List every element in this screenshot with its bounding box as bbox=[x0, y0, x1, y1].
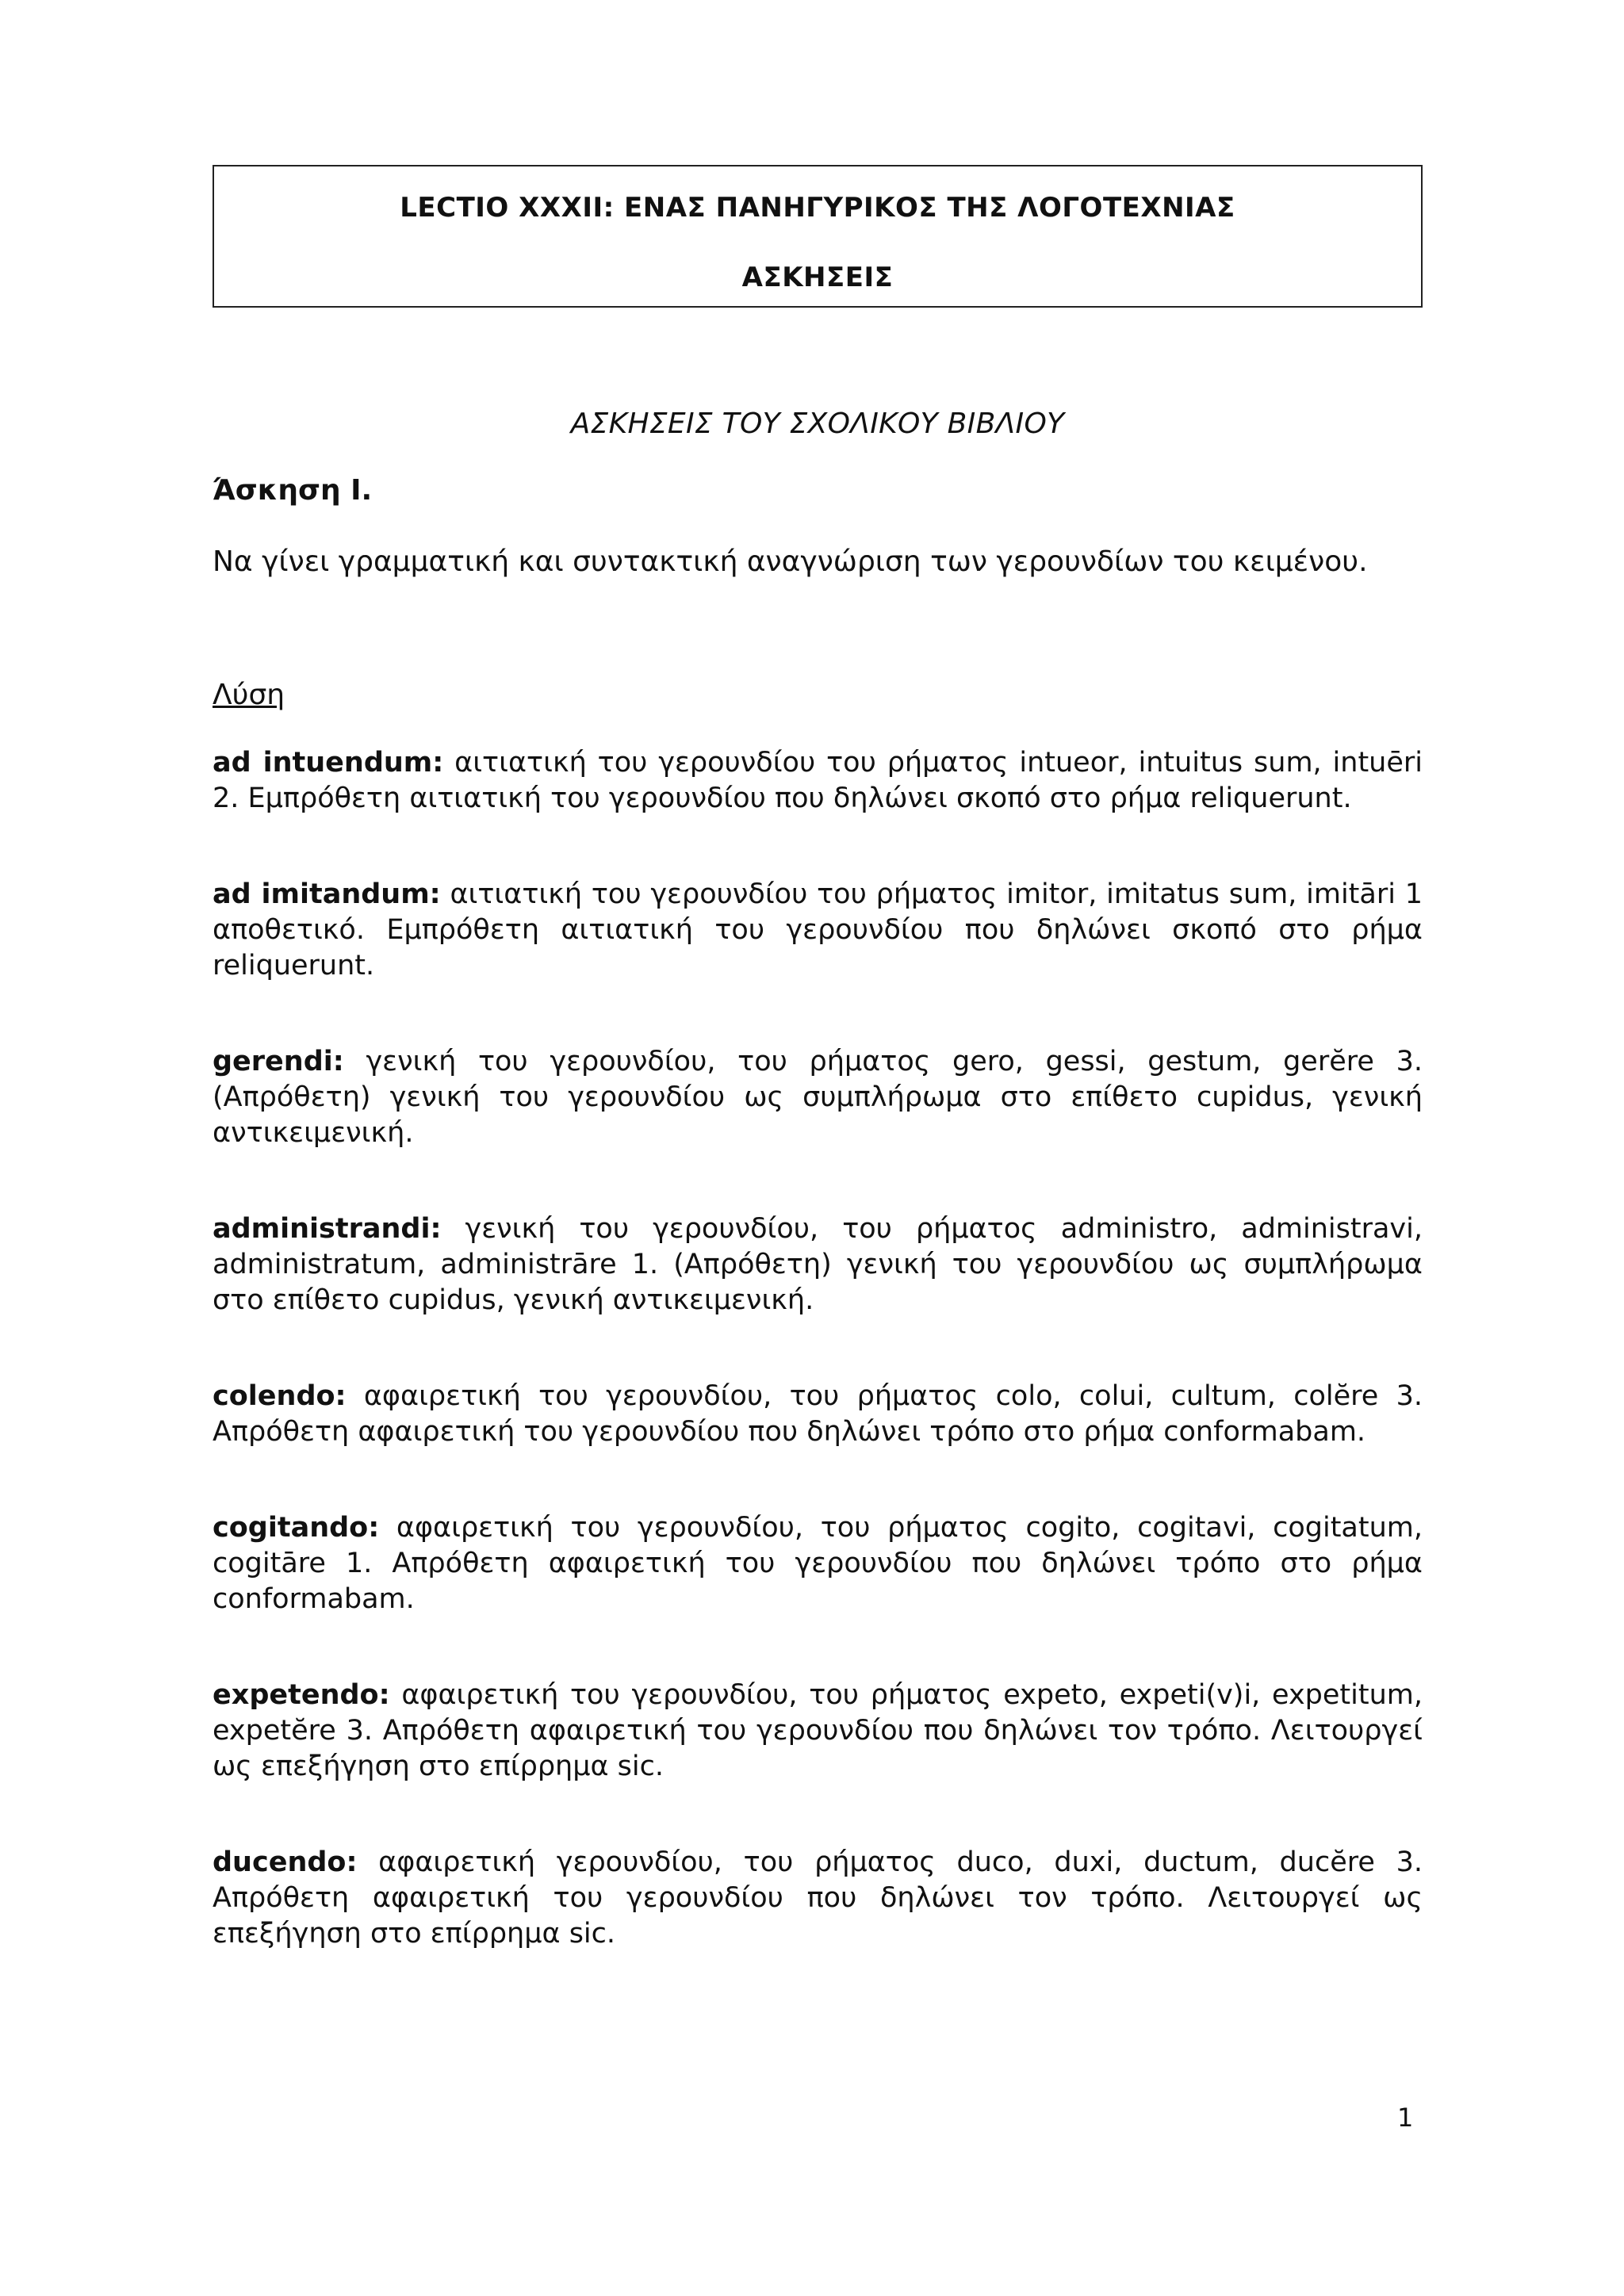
entry-term: expetendo: bbox=[213, 1679, 390, 1711]
entry-term: ducendo: bbox=[213, 1846, 358, 1878]
entry-colendo bbox=[213, 1379, 1423, 1450]
entry-ducendo bbox=[213, 1845, 1423, 1952]
section-heading: ΑΣΚΗΣΕΙΣ ΤΟΥ ΣΧΟΛΙΚΟΥ ΒΙΒΛΙΟΥ bbox=[570, 408, 1065, 440]
solution-label: Λύση bbox=[213, 679, 285, 711]
entry-text: αφαιρετική του γερουνδίου, του ρήματος colo, colui, cultum, colĕre 3. Απρόθετη αφαιρετική του γερουνδίου που δηλώνει τρόπο στο ρήμα conformabam. bbox=[213, 1380, 1423, 1448]
entry-text: αφαιρετική του γερουνδίου, του ρήματος cogito, cogitavi, cogitatum, cogitāre 1. Απρόθετη αφαιρετική του γερουνδίου που δηλώνει τρόπο στο ρήμα conformabam. bbox=[213, 1512, 1423, 1615]
entry-text: αιτιατική του γερουνδίου του ρήματος imitor, imitatus sum, imitāri 1 αποθετικό. Εμπρόθετη αιτιατική του γερουνδίου που δηλώνει σκοπό στο ρήμα reliquerunt. bbox=[213, 878, 1423, 982]
entry-cogitando bbox=[213, 1510, 1423, 1617]
exercise-label: Άσκηση Ι. bbox=[213, 474, 373, 507]
title-box bbox=[213, 165, 1423, 308]
entry-term: administrandi: bbox=[213, 1213, 442, 1245]
entry-text: γενική του γερουνδίου, του ρήματος gero, gessi, gestum, gerĕre 3. (Απρόθετη) γενική του γερουνδίου ως συμπλήρωμα στο επίθετο cupidus, γενική αντικειμενική. bbox=[213, 1046, 1423, 1149]
entry-term: cogitando: bbox=[213, 1512, 380, 1544]
entry-term: ad imitandum: bbox=[213, 878, 441, 910]
document-subtitle: ΑΣΚΗΣΕΙΣ bbox=[741, 262, 894, 293]
document-title: LECTIO XXXII: ΕΝΑΣ ΠΑΝΗΓΥΡΙΚΟΣ ΤΗΣ ΛΟΓΟΤΕΧΝΙΑΣ bbox=[400, 192, 1235, 224]
entry-term: gerendi: bbox=[213, 1046, 344, 1077]
entry-ad-imitandum bbox=[213, 877, 1423, 984]
entry-gerendi bbox=[213, 1044, 1423, 1151]
entry-administrandi bbox=[213, 1211, 1423, 1318]
solution-entries bbox=[213, 745, 1423, 2012]
entry-ad-intuendum bbox=[213, 745, 1423, 817]
entry-text: αφαιρετική του γερουνδίου, του ρήματος expeto, expeti(v)i, expetitum, expetĕre 3. Απρόθετη αφαιρετική του γερουνδίου που δηλώνει τον τρόπο. Λειτουργεί ως επεξήγηση στο επίρρημα sic. bbox=[213, 1679, 1423, 1782]
exercise-prompt: Να γίνει γραμματική και συντακτική αναγνώριση των γερουνδίων του κειμένου. bbox=[213, 545, 1368, 578]
entry-expetendo bbox=[213, 1678, 1423, 1785]
page-number: 1 bbox=[1397, 2103, 1414, 2133]
entry-text: αιτιατική του γερουνδίου του ρήματος intueor, intuitus sum, intuēri 2. Εμπρόθετη αιτιατική του γερουνδίου που δηλώνει σκοπό στο ρήμα reliquerunt. bbox=[213, 747, 1423, 814]
entry-term: ad intuendum: bbox=[213, 747, 444, 779]
entry-term: colendo: bbox=[213, 1380, 347, 1412]
entry-text: γενική του γερουνδίου, του ρήματος administro, administravi, administratum, administrāre 1. (Απρόθετη) γενική του γερουνδίου ως συμπλήρωμα στο επίθετο cupidus, γενική αντικειμενική. bbox=[213, 1213, 1423, 1316]
entry-text: αφαιρετική γερουνδίου, του ρήματος duco, duxi, ductum, ducĕre 3. Απρόθετη αφαιρετική του γερουνδίου που δηλώνει τον τρόπο. Λειτουργεί ως επεξήγηση στο επίρρημα sic. bbox=[213, 1846, 1423, 1950]
